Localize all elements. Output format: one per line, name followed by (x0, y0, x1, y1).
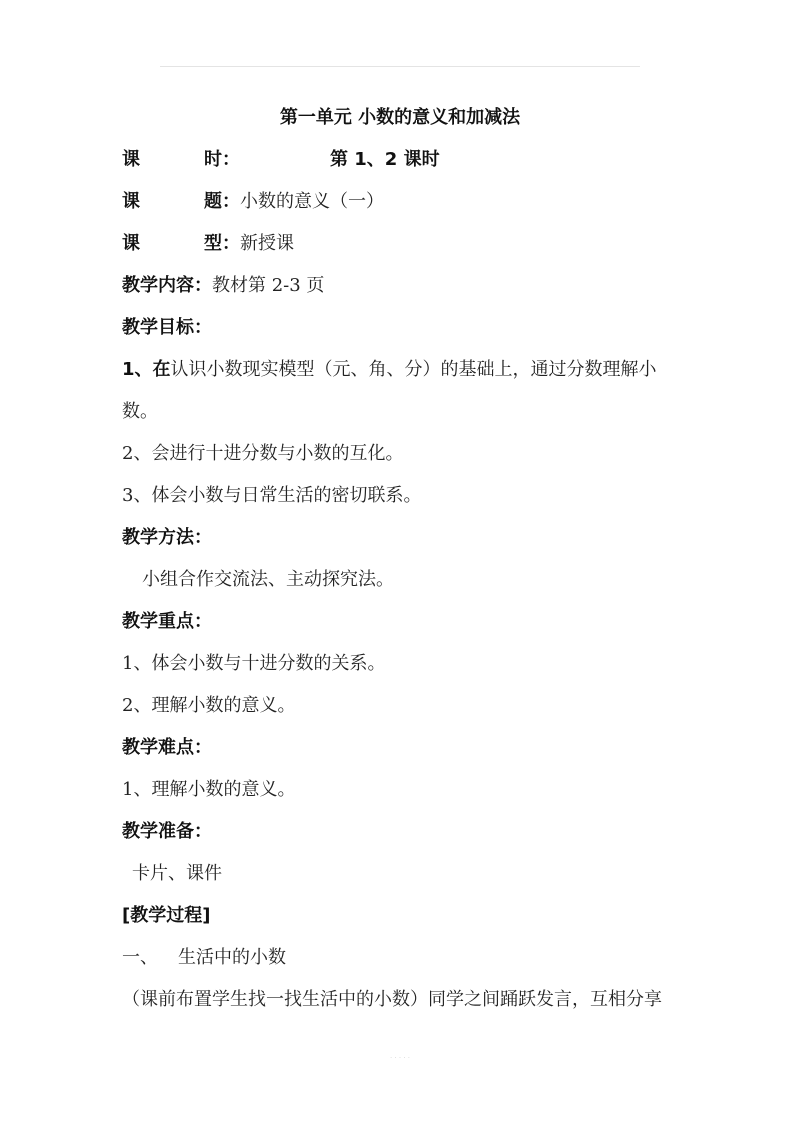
topic-label-char2: 题： (204, 191, 240, 212)
goal-item-1-prefix: 1、在 (122, 359, 171, 380)
process-section-1-text: （课前布置学生找一找生活中的小数）同学之间踊跃发言，互相分享 (122, 989, 662, 1010)
type-label-char2: 型： (204, 233, 240, 254)
key-points-label: 教学重点： (122, 611, 212, 632)
type-label (122, 233, 240, 254)
methods-label: 教学方法： (122, 527, 212, 548)
difficulties-label: 教学难点： (122, 737, 212, 758)
topic-value: 小数的意义（一） (240, 191, 384, 212)
topic-label-char1: 课 (122, 191, 140, 212)
type-line (122, 232, 294, 256)
topic-line (122, 190, 384, 214)
content-line (122, 274, 324, 298)
goal-item-1-cont: 数。 (122, 401, 158, 422)
goals-label: 教学目标： (122, 317, 212, 338)
process-section-1 (122, 946, 286, 970)
methods-value: 小组合作交流法、主动探究法。 (142, 569, 394, 590)
footer-mark: · · · · · (389, 1054, 411, 1062)
preparation-value: 卡片、课件 (132, 863, 222, 884)
process-section-1-number: 一、 (122, 947, 158, 968)
period-label-char1: 课 (122, 149, 140, 170)
header-rule (160, 66, 640, 67)
type-value: 新授课 (240, 233, 294, 254)
content-value: 教材第 2-3 页 (212, 275, 325, 296)
type-label-char1: 课 (122, 233, 140, 254)
goal-item-2: 2、会进行十进分数与小数的互化。 (122, 443, 404, 464)
document-title: 第一单元 小数的意义和加减法 (279, 107, 521, 128)
goal-item-3: 3、体会小数与日常生活的密切联系。 (122, 485, 422, 506)
difficulty-1: 1、理解小数的意义。 (122, 779, 296, 800)
goal-item-1 (122, 358, 657, 382)
period-label-char2: 时： (204, 149, 240, 170)
topic-label (122, 191, 240, 212)
process-section-1-title: 生活中的小数 (178, 947, 286, 968)
goal-item-1-text: 认识小数现实模型（元、角、分）的基础上，通过分数理解小 (170, 359, 657, 380)
key-point-1: 1、体会小数与十进分数的关系。 (122, 653, 386, 674)
period-label (122, 148, 240, 172)
key-point-2: 2、理解小数的意义。 (122, 695, 296, 716)
preparation-label: 教学准备： (122, 821, 212, 842)
process-label: [教学过程] (122, 905, 211, 926)
period-value: 第 1、2 课时 (330, 149, 440, 170)
content-label: 教学内容： (122, 275, 212, 296)
